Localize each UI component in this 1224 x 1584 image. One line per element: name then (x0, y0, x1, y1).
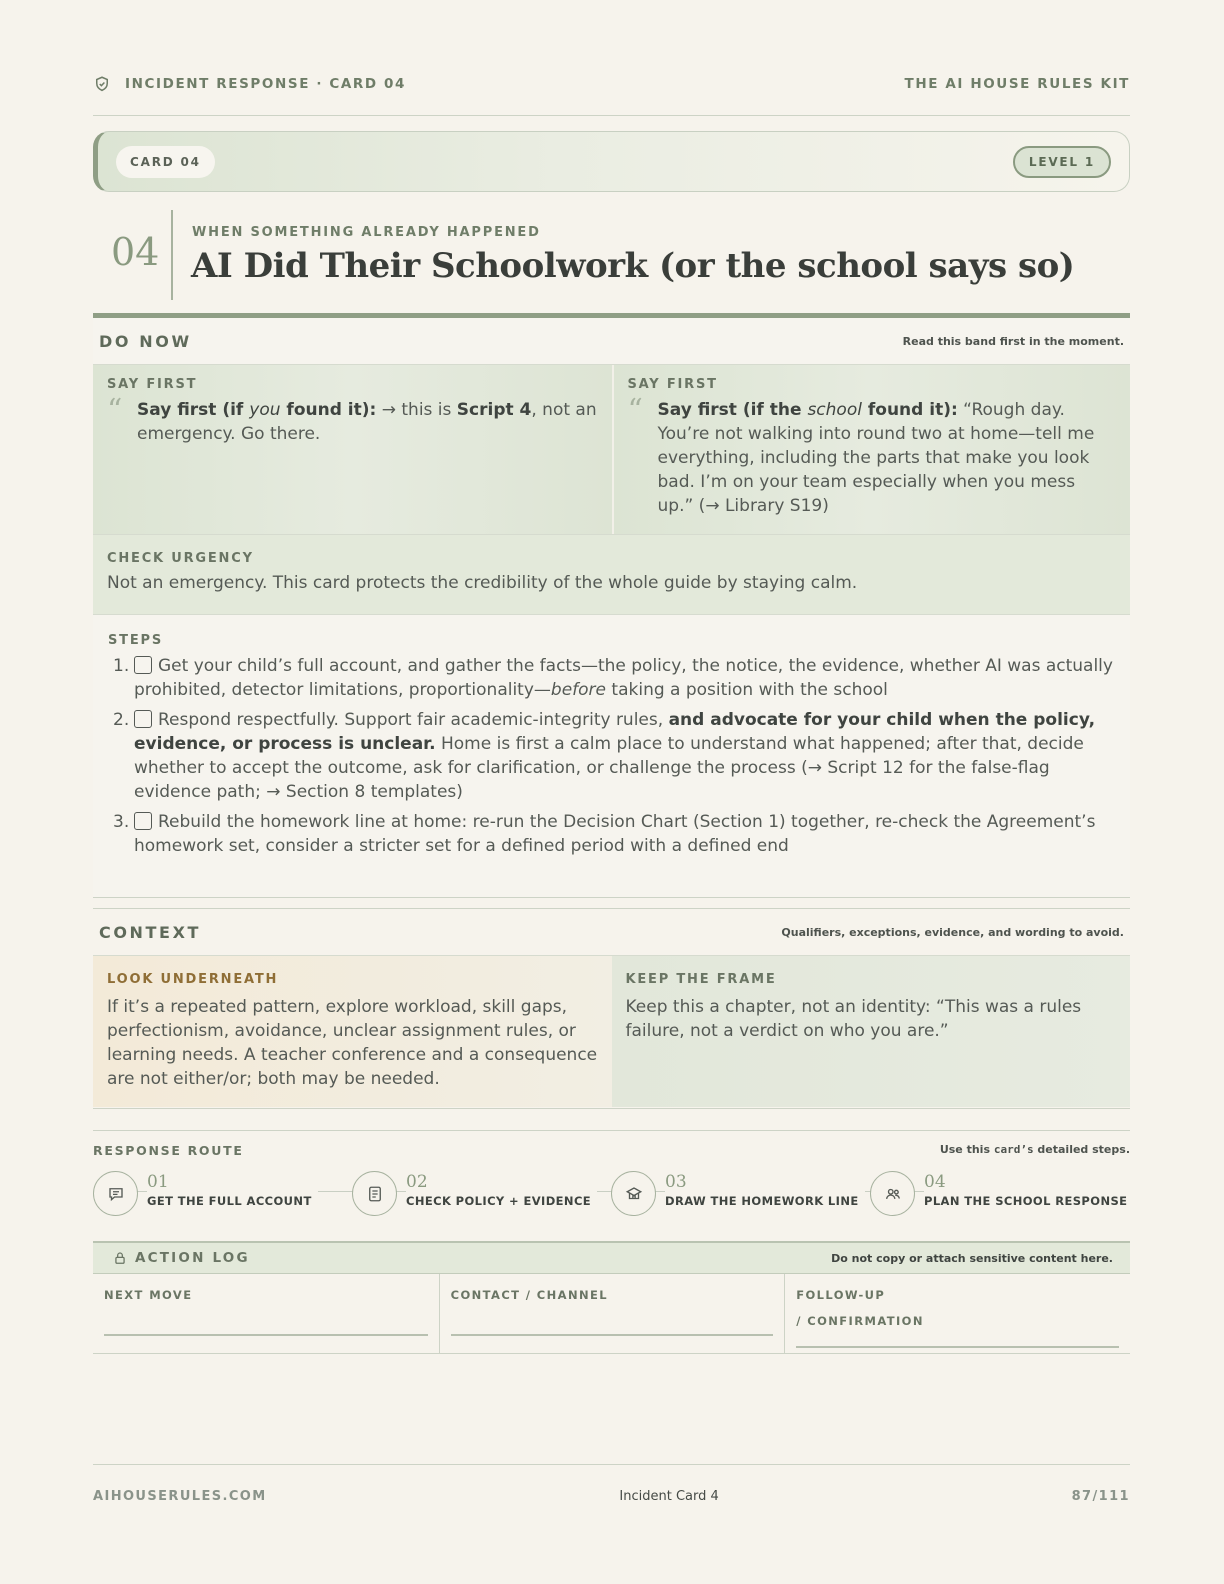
people-icon (870, 1171, 915, 1216)
header-section-label (93, 76, 406, 115)
keep-frame-text: Keep this a chapter, not an identity: “This was a rules failure, not a verdict on who you are.” (625, 997, 1082, 1041)
page-header (93, 76, 1130, 116)
lock-icon (113, 1251, 127, 1265)
action-log-header (93, 1243, 1130, 1274)
follow-up-label: FOLLOW-UP / CONFIRMATION (796, 1288, 924, 1328)
card-number-pill: CARD 04 (116, 146, 215, 178)
page-footer (93, 1464, 1130, 1504)
title-kicker: WHEN SOMETHING ALREADY HAPPENED (192, 225, 541, 240)
context-header (93, 909, 1130, 956)
footer-site-link[interactable]: AIHOUSERULES.COM (93, 1489, 267, 1504)
next-move-label: NEXT MOVE (104, 1288, 193, 1302)
say-first-label: SAY FIRST (627, 377, 718, 392)
check-urgency (93, 535, 1130, 615)
title-divider (171, 210, 173, 300)
steps-block (93, 615, 1130, 882)
card-big-number: 04 (111, 230, 160, 274)
route-note: Use this card’s detailed steps. (939, 1143, 1130, 1156)
steps-label: STEPS (108, 633, 164, 648)
level-badge: LEVEL 1 (1013, 146, 1111, 178)
route-step-label: GET THE FULL ACCOUNT (147, 1194, 312, 1208)
school-icon (611, 1171, 656, 1216)
say-first-text: Say first (if you found it): → this is Script 4, not an emergency. Go there. (137, 400, 597, 444)
step-item: 2. Respond respectfully. Support fair academic-integrity rules, and advocate for your child when the policy, evidence, or process is unclear. Home is first a calm place to understand what happened; after that, decide whether to accept the outcome, ask for clarification, or challenge the process (→ Script 12 for the false-flag evidence path; → Section 8 templates) (113, 710, 1096, 802)
route-heading: RESPONSE ROUTE (93, 1143, 244, 1158)
keep-frame-box (612, 956, 1131, 1107)
say-first-box-you (93, 365, 612, 534)
do-now-section (93, 313, 1130, 898)
quote-mark-icon: “ (107, 393, 123, 428)
route-step: 03 DRAW THE HOMEWORK LINE (611, 1171, 870, 1216)
context-section (93, 908, 1130, 1109)
context-note: Qualifiers, exceptions, evidence, and wording to avoid. (781, 925, 1124, 939)
say-first-label: SAY FIRST (107, 377, 198, 392)
say-first-row (93, 365, 1130, 535)
header-kit-name: THE AI HOUSE RULES KIT (904, 76, 1130, 92)
say-first-text: Say first (if the school found it): “Rough day. You’re not walking into round two at home—tell me everything, including the parts that make you look bad. I’m on your team especially when you mess up.” (→ Library S19) (657, 400, 1095, 516)
card-strip (93, 131, 1130, 192)
route-step-label: CHECK POLICY + EVIDENCE (406, 1194, 592, 1208)
quote-mark-icon: “ (627, 393, 643, 428)
step-checkbox[interactable] (134, 656, 152, 674)
urgency-text: Not an emergency. This card protects the credibility of the whole guide by staying calm. (107, 573, 858, 593)
write-line (451, 1334, 774, 1336)
keep-frame-label: KEEP THE FRAME (625, 972, 777, 987)
route-step: 02 CHECK POLICY + EVIDENCE (352, 1171, 611, 1216)
step-item: 3. Rebuild the homework line at home: re-run the Decision Chart (Section 1) together, re-check the Agreement’s homework set, consider a stricter set for a defined period with a defined end (113, 812, 1096, 856)
header-left-text: INCIDENT RESPONSE · CARD 04 (125, 76, 407, 92)
look-underneath-box (93, 956, 612, 1107)
steps-list (108, 654, 1115, 858)
route-step-label: PLAN THE SCHOOL RESPONSE (924, 1194, 1128, 1208)
write-line (796, 1346, 1119, 1348)
do-now-heading: DO NOW (99, 331, 192, 351)
footer-page-number: 87/111 (1071, 1489, 1130, 1504)
shield-check-icon (93, 75, 111, 93)
contact-channel-label: CONTACT / CHANNEL (450, 1288, 609, 1302)
chat-icon (93, 1171, 138, 1216)
action-log-note: Do not copy or attach sensitive content here. (831, 1251, 1113, 1265)
action-log-heading: ACTION LOG (135, 1250, 250, 1266)
next-move-field[interactable] (93, 1274, 439, 1354)
do-now-header (93, 318, 1130, 365)
look-underneath-label: LOOK UNDERNEATH (107, 972, 279, 987)
action-log (93, 1241, 1130, 1354)
footer-card-name: Incident Card 4 (619, 1489, 719, 1504)
document-icon (352, 1171, 397, 1216)
step-checkbox[interactable] (134, 710, 152, 728)
context-heading: CONTEXT (99, 922, 202, 942)
route-step-label: DRAW THE HOMEWORK LINE (665, 1194, 859, 1208)
response-route (93, 1130, 1130, 1220)
title-block (93, 210, 1130, 300)
step-checkbox[interactable] (134, 812, 152, 830)
urgency-label: CHECK URGENCY (107, 551, 254, 566)
route-step: 01 GET THE FULL ACCOUNT (93, 1171, 352, 1216)
follow-up-field[interactable] (784, 1274, 1130, 1354)
page-title: AI Did Their Schoolwork (or the school says so) (191, 246, 1075, 286)
do-now-note: Read this band first in the moment. (902, 334, 1124, 348)
say-first-box-school (612, 365, 1131, 534)
route-step: 04 PLAN THE SCHOOL RESPONSE (870, 1171, 1130, 1216)
look-underneath-text: If it’s a repeated pattern, explore workload, skill gaps, perfectionism, avoidance, unclear assignment rules, or learning needs. A teacher conference and a consequence are not either/or; both may be needed. (107, 997, 598, 1089)
contact-channel-field[interactable] (439, 1274, 785, 1354)
step-item: 1. Get your child’s full account, and gather the facts—the policy, the notice, the evidence, whether AI was actually prohibited, detector limitations, proportionality—before taking a position with the school (113, 656, 1113, 700)
write-line (104, 1334, 428, 1336)
